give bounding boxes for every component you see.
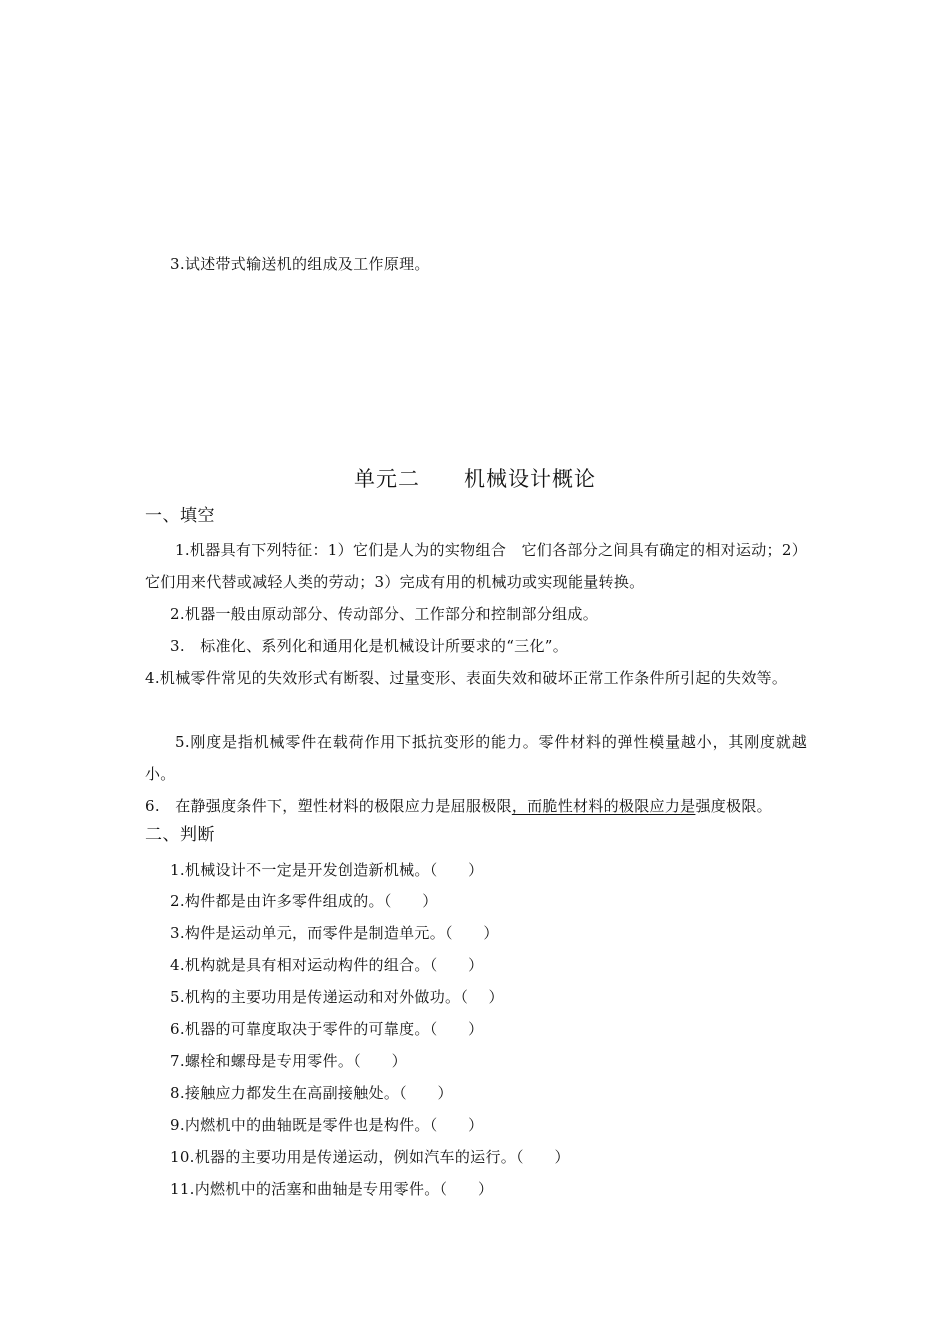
- judge-item-9: 9.内燃机中的曲轴既是零件也是构件。（ ）: [170, 1116, 484, 1134]
- judge-item-8: 8.接触应力都发生在高副接触处。（ ）: [170, 1084, 453, 1102]
- unit-title: 单元二 机械设计概论: [354, 467, 596, 491]
- fill-item-4: 4.机械零件常见的失效形式有断裂、过量变形、表面失效和破坏正常工作条件所引起的失效等。: [145, 669, 788, 687]
- fill-item-6-part3: 强度极限。: [695, 797, 772, 815]
- judge-item-1: 1.机械设计不一定是开发创造新机械。（ ）: [170, 861, 484, 879]
- judge-item-5: 5.机构的主要功用是传递运动和对外做功。（ ）: [170, 988, 504, 1006]
- judge-item-3: 3.构件是运动单元，而零件是制造单元。（ ）: [170, 924, 499, 942]
- fill-section-heading: 一、填空: [145, 506, 215, 526]
- fill-item-1: 1.机器具有下列特征：1）它们是人为的实物组合 它们各部分之间具有确定的相对运动；2）它们用来代替或减轻人类的劳动；3）完成有用的机械功或实现能量转换。: [145, 541, 807, 591]
- fill-item-6-part1: 6. 在静强度条件下，塑性材料的极限应力是屈服极限: [145, 797, 512, 815]
- fill-item-3: 3. 标准化、系列化和通用化是机械设计所要求的“三化”。: [170, 637, 569, 655]
- fill-item-6-underlined: ，而脆性材料的极限应力是: [511, 797, 696, 815]
- fill-item-2: 2.机器一般由原动部分、传动部分、工作部分和控制部分组成。: [170, 605, 599, 623]
- judge-section-heading: 二、判断: [145, 825, 215, 845]
- judge-item-11: 11.内燃机中的活塞和曲轴是专用零件。（ ）: [170, 1180, 494, 1198]
- judge-item-7: 7.螺栓和螺母是专用零件。（ ）: [170, 1052, 407, 1070]
- judge-item-2: 2.构件都是由许多零件组成的。（ ）: [170, 892, 438, 910]
- judge-item-4: 4.机构就是具有相对运动构件的组合。（ ）: [170, 956, 484, 974]
- fill-item-6: [145, 796, 772, 816]
- fill-item-5: 5.刚度是指机械零件在载荷作用下抵抗变形的能力。零件材料的弹性模量越小，其刚度就越小。: [145, 733, 807, 783]
- judge-item-10: 10.机器的主要功用是传递运动，例如汽车的运行。（ ）: [170, 1148, 570, 1166]
- question-3: 3.试述带式输送机的组成及工作原理。: [170, 255, 430, 273]
- judge-item-6: 6.机器的可靠度取决于零件的可靠度。（ ）: [170, 1020, 484, 1038]
